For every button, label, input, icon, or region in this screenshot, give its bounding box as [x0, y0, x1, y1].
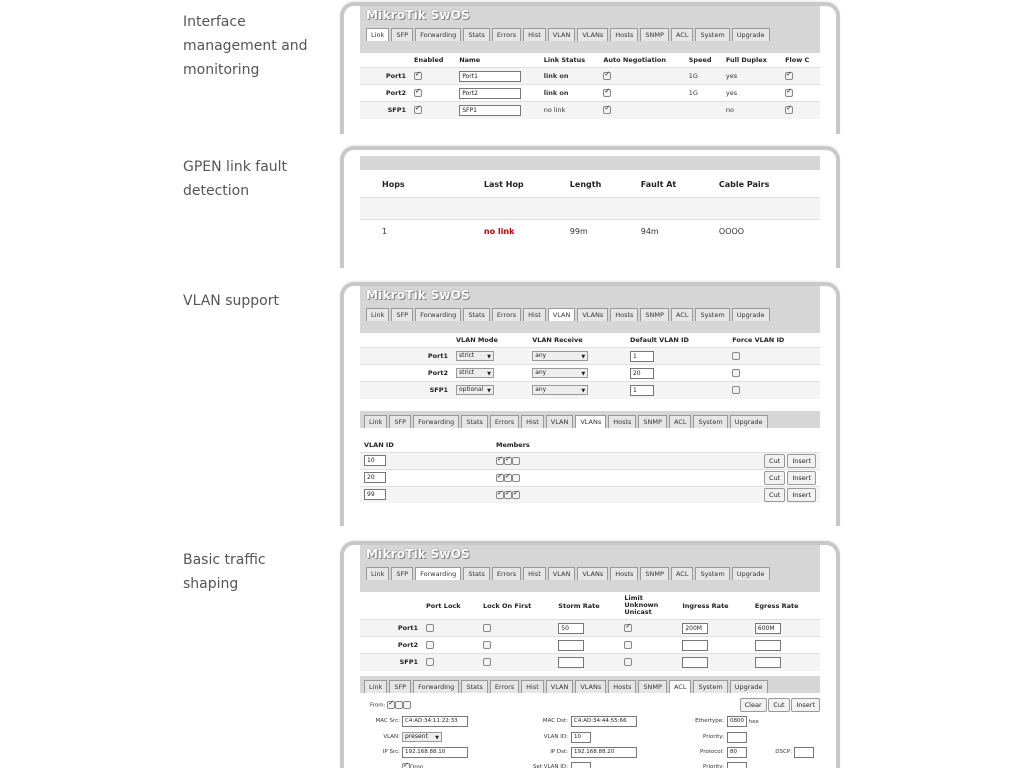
tab-vlans[interactable]: VLANs — [575, 415, 606, 428]
table-row: Port2 ✓ Port2 link on ✓ 1G yes ✓ — [360, 85, 820, 102]
tab-sfp[interactable]: SFP — [391, 567, 413, 580]
tab-link[interactable]: Link — [366, 567, 389, 580]
forwarding-screen — [340, 541, 840, 768]
egress-rate-input[interactable]: 600M — [755, 623, 781, 634]
vlan-id-input[interactable]: 10 — [571, 732, 591, 743]
enabled-checkbox[interactable] — [414, 89, 422, 97]
table-row: SFP1 — [360, 654, 820, 671]
tab-system[interactable]: System — [693, 415, 727, 428]
vlan-id-input[interactable]: 99 — [364, 489, 386, 500]
tab-vlan[interactable]: VLAN — [546, 415, 574, 428]
table-row: Port1 strict ▼ any ▼ 1 — [360, 348, 820, 365]
ingress-rate-input[interactable]: 200M — [682, 623, 708, 634]
insert-button[interactable]: Insert — [791, 698, 820, 712]
vlan-table: VLAN Mode VLAN Receive Default VLAN ID Force VLAN ID Port1 strict ▼ any ▼ 1 Port2 strict ▼ any ▼ 20 SFP1 optional ▼ any ▼ 1 — [360, 333, 820, 399]
acl-panel: From: ✓ Clear Cut Insert MAC Src: C4:AD:34:11:22:33 MAC Dst: C4:AD:34:44:55:66 Ethertype: 0800 hex VLAN: present ▼ VLAN ID: 10 Priority: IP Src: 192.168.88.10 IP Dst: 192.168.88.20 Protocol: 80 DSCP: ✓Drop Set VLAN ID: Priority: — [360, 693, 820, 768]
table-row: 1 no link 99m 94m OOOO — [360, 220, 820, 244]
autoneg-checkbox[interactable] — [603, 106, 611, 114]
tab-vlan[interactable]: VLAN — [548, 567, 576, 580]
logo: MikroTik SwOS — [366, 8, 470, 22]
tab-snmp[interactable]: SNMP — [638, 415, 667, 428]
logo: MikroTik SwOS — [366, 547, 470, 561]
table-row: SFP1 optional ▼ any ▼ 1 — [360, 382, 820, 399]
tab-errors[interactable]: Errors — [492, 567, 521, 580]
tab-vlan[interactable]: VLAN — [548, 28, 576, 41]
tab-hist[interactable]: Hist — [523, 308, 546, 321]
tab-upgrade[interactable]: Upgrade — [732, 308, 770, 321]
tab-sfp[interactable]: SFP — [389, 415, 411, 428]
name-input[interactable]: Port2 — [459, 88, 521, 99]
tab-errors[interactable]: Errors — [492, 308, 521, 321]
tab-vlan[interactable]: VLAN — [546, 680, 574, 693]
table-row — [360, 469, 820, 486]
ip-src-input[interactable]: 192.168.88.10 — [402, 747, 468, 758]
table-row — [360, 486, 820, 503]
vlan-receive-select[interactable]: any ▼ — [532, 385, 588, 395]
vlan-id-input[interactable]: 20 — [364, 472, 386, 483]
forwarding-table: Port Lock Lock On First Storm Rate Limit Unknown Unicast Ingress Rate Egress Rate Port1 50 ✓ 200M 600M Port2 SFP1 — [360, 592, 820, 671]
cut-button[interactable]: Cut — [764, 488, 785, 502]
clear-button[interactable]: Clear — [740, 698, 767, 712]
egress-rate-input[interactable] — [755, 657, 781, 668]
cut-button[interactable]: Cut — [764, 471, 785, 485]
ingress-rate-input[interactable] — [682, 657, 708, 668]
set-vlan-input[interactable] — [571, 762, 591, 768]
tab-hosts[interactable]: Hosts — [610, 308, 638, 321]
flow-checkbox[interactable] — [785, 89, 793, 97]
vlan-mode-select[interactable]: strict ▼ — [456, 368, 494, 378]
storm-rate-input[interactable] — [558, 640, 584, 651]
table-row: Port2 strict ▼ any ▼ 20 — [360, 365, 820, 382]
tab-stats[interactable]: Stats — [463, 567, 490, 580]
vlan-receive-select[interactable]: any ▼ — [532, 368, 588, 378]
tab-acl[interactable]: ACL — [669, 680, 692, 693]
flow-checkbox[interactable] — [785, 106, 793, 114]
header — [360, 6, 820, 41]
default-vlan-input[interactable]: 1 — [630, 351, 654, 362]
table-row: Port1 50 ✓ 200M 600M — [360, 620, 820, 637]
dscp-input[interactable] — [794, 747, 814, 758]
vlan-receive-select[interactable]: any ▼ — [532, 351, 588, 361]
insert-button[interactable]: Insert — [787, 471, 816, 485]
tab-vlans[interactable]: VLANs — [577, 308, 608, 321]
table-row: Port2 — [360, 637, 820, 654]
link-table: Enabled Name Link Status Auto Negotiation Speed Full Duplex Flow C Port1 ✓ Port1 link on ✓ 1G yes ✓ Port2 ✓ Port2 link on ✓ 1G yes ✓ SFP1 ✓ SFP1 no link ✓ no ✓ — [360, 53, 820, 119]
section-label-gpen: GPEN link fault detection — [183, 159, 288, 199]
mac-dst-input[interactable]: C4:AD:34:44:55:66 — [571, 716, 637, 727]
protocol-input[interactable]: 80 — [727, 747, 747, 758]
tab-system[interactable]: System — [695, 308, 729, 321]
link-screen — [340, 2, 840, 134]
tab-hist[interactable]: Hist — [521, 415, 544, 428]
tab-system[interactable]: System — [695, 567, 729, 580]
tab-link[interactable]: Link — [364, 415, 387, 428]
tab-acl[interactable]: ACL — [671, 567, 694, 580]
tab-forwarding[interactable]: Forwarding — [413, 415, 459, 428]
enabled-checkbox[interactable] — [414, 106, 422, 114]
tab-link[interactable]: Link — [364, 680, 387, 693]
insert-button[interactable]: Insert — [787, 488, 816, 502]
tab-link[interactable]: Link — [366, 308, 389, 321]
tab-errors[interactable]: Errors — [492, 28, 521, 41]
mac-src-input[interactable]: C4:AD:34:11:22:33 — [402, 716, 468, 727]
tab-sfp[interactable]: SFP — [389, 680, 411, 693]
cut-button[interactable]: Cut — [764, 454, 785, 468]
force-vlan-checkbox[interactable] — [732, 386, 740, 394]
enabled-checkbox[interactable] — [414, 72, 422, 80]
tab-stats[interactable]: Stats — [461, 680, 488, 693]
tab-acl[interactable]: ACL — [671, 308, 694, 321]
flow-checkbox[interactable] — [785, 72, 793, 80]
tab-forwarding[interactable]: Forwarding — [415, 308, 461, 321]
tab-acl[interactable]: ACL — [669, 415, 692, 428]
storm-rate-input[interactable]: 50 — [558, 623, 584, 634]
priority-input[interactable] — [727, 732, 747, 743]
tab-stats[interactable]: Stats — [461, 415, 488, 428]
tab-hosts[interactable]: Hosts — [608, 415, 636, 428]
storm-rate-input[interactable] — [558, 657, 584, 668]
tab-forwarding[interactable]: Forwarding — [415, 567, 461, 580]
tab-hist[interactable]: Hist — [523, 567, 546, 580]
tab-upgrade[interactable]: Upgrade — [730, 680, 768, 693]
autoneg-checkbox[interactable] — [603, 72, 611, 80]
tab-errors[interactable]: Errors — [490, 680, 519, 693]
tab-sfp[interactable]: SFP — [391, 308, 413, 321]
tab-bar — [360, 676, 820, 693]
ingress-rate-input[interactable] — [682, 640, 708, 651]
table-row: SFP1 ✓ SFP1 no link ✓ no ✓ — [360, 102, 820, 119]
tab-snmp[interactable]: SNMP — [640, 567, 669, 580]
force-vlan-checkbox[interactable] — [732, 352, 740, 360]
ethertype-input[interactable]: 0800 — [727, 716, 747, 727]
tab-hosts[interactable]: Hosts — [610, 28, 638, 41]
ip-dst-input[interactable]: 192.168.88.20 — [571, 747, 637, 758]
tab-bar — [366, 304, 814, 321]
table-row: Port1 ✓ Port1 link on ✓ 1G yes ✓ — [360, 68, 820, 85]
vlan-select[interactable]: present ▼ — [402, 732, 442, 742]
drop-checkbox[interactable] — [402, 763, 410, 768]
tab-link[interactable]: Link — [366, 28, 389, 41]
default-vlan-input[interactable]: 1 — [630, 385, 654, 396]
name-input[interactable]: SFP1 — [459, 105, 521, 116]
tab-upgrade[interactable]: Upgrade — [730, 415, 768, 428]
tab-hosts[interactable]: Hosts — [608, 680, 636, 693]
tab-upgrade[interactable]: Upgrade — [732, 28, 770, 41]
logo: MikroTik SwOS — [366, 288, 470, 302]
tab-vlans[interactable]: VLANs — [577, 28, 608, 41]
tab-bar — [366, 24, 814, 41]
egress-rate-input[interactable] — [755, 640, 781, 651]
tab-snmp[interactable]: SNMP — [638, 680, 667, 693]
section-label-interface: Interface management and monitoring — [183, 14, 308, 78]
tab-vlan[interactable]: VLAN — [548, 308, 576, 321]
insert-button[interactable]: Insert — [787, 454, 816, 468]
name-input[interactable]: Port1 — [459, 71, 521, 82]
gpen-table: Hops Last Hop Length Fault At Cable Pairs 1 no link 99m 94m OOOO — [360, 172, 820, 244]
tab-snmp[interactable]: SNMP — [640, 28, 669, 41]
tab-bar — [360, 411, 820, 428]
gpen-screen — [340, 146, 840, 268]
table-row — [360, 452, 820, 469]
tab-vlans[interactable]: VLANs — [575, 680, 606, 693]
tab-system[interactable]: System — [695, 28, 729, 41]
vlan-screen — [340, 282, 840, 526]
vlan-mode-select[interactable]: strict ▼ — [456, 351, 494, 361]
tab-stats[interactable]: Stats — [463, 28, 490, 41]
autoneg-checkbox[interactable] — [603, 89, 611, 97]
tab-bar — [366, 563, 814, 580]
tab-forwarding[interactable]: Forwarding — [413, 680, 459, 693]
tab-snmp[interactable]: SNMP — [640, 308, 669, 321]
section-label-vlan: VLAN support — [183, 293, 279, 309]
tab-hosts[interactable]: Hosts — [610, 567, 638, 580]
tab-errors[interactable]: Errors — [490, 415, 519, 428]
vlan-mode-select[interactable]: optional ▼ — [456, 385, 494, 395]
section-label-shaping: Basic traffic shaping — [183, 552, 266, 592]
tab-vlans[interactable]: VLANs — [577, 567, 608, 580]
tab-system[interactable]: System — [693, 680, 727, 693]
default-vlan-input[interactable]: 20 — [630, 368, 654, 379]
tab-hist[interactable]: Hist — [523, 28, 546, 41]
force-vlan-checkbox[interactable] — [732, 369, 740, 377]
cut-button[interactable]: Cut — [768, 698, 789, 712]
tab-upgrade[interactable]: Upgrade — [732, 567, 770, 580]
tab-stats[interactable]: Stats — [463, 308, 490, 321]
tab-hist[interactable]: Hist — [521, 680, 544, 693]
tab-forwarding[interactable]: Forwarding — [415, 28, 461, 41]
set-priority-input[interactable] — [727, 762, 747, 768]
tab-acl[interactable]: ACL — [671, 28, 694, 41]
vlans-table: VLAN ID Members 10 ✓✓ Cut Insert 20 ✓✓ Cut Insert 99 ✓✓✓ Cut Insert — [360, 438, 820, 504]
vlan-id-input[interactable]: 10 — [364, 455, 386, 466]
tab-sfp[interactable]: SFP — [391, 28, 413, 41]
